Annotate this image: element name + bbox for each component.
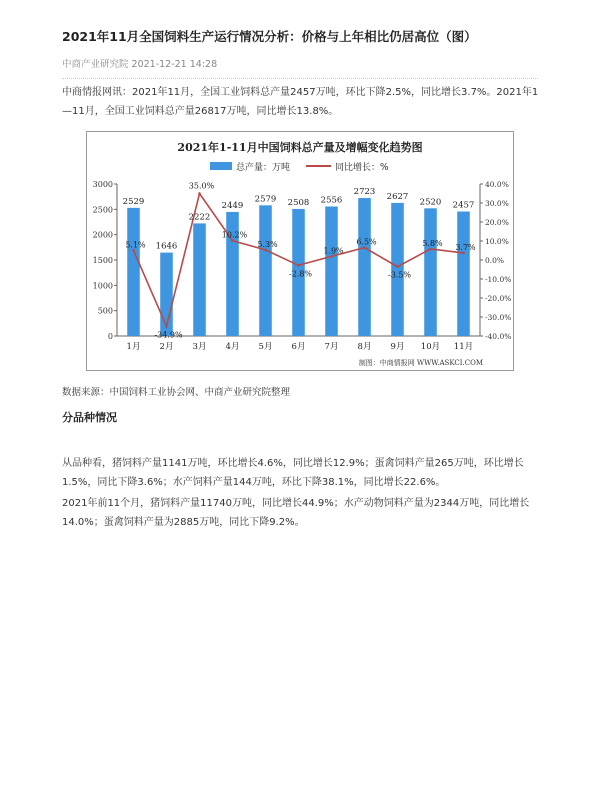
bar	[325, 206, 338, 336]
x-tick-label: 6月	[291, 342, 306, 352]
legend-label-line: 同比增长：%	[335, 163, 389, 173]
line-point	[363, 246, 366, 249]
line-value-label: 3.7%	[455, 242, 476, 252]
line-point	[330, 255, 333, 258]
article-title: 2021年11月全国饲料生产运行情况分析：价格与上年相比仍居高位（图）	[62, 29, 477, 44]
bar-value-label: 1646	[155, 241, 178, 252]
line-point	[165, 325, 168, 328]
header-divider	[62, 78, 538, 79]
line-point	[198, 192, 201, 195]
x-tick-label: 9月	[390, 342, 405, 352]
line-value-label: 10.2%	[221, 230, 248, 240]
bar	[424, 208, 437, 336]
bar-value-label: 2222	[188, 212, 211, 223]
bar-value-label: 2449	[221, 200, 244, 211]
bar-value-label: 2529	[122, 196, 145, 207]
y-left-tick-label: 2500	[92, 205, 113, 215]
line-value-label: -2.8%	[288, 269, 313, 279]
production-chart	[87, 132, 513, 370]
line-value-label: 35.0%	[188, 181, 215, 191]
bar	[127, 208, 140, 336]
bar	[259, 205, 272, 336]
y-left-tick-label: 2000	[92, 230, 113, 240]
bar-value-label: 2723	[353, 187, 376, 198]
x-tick-label: 11月	[453, 342, 474, 352]
line-point	[429, 248, 432, 251]
bar-value-label: 2579	[254, 194, 277, 205]
line-point	[297, 264, 300, 267]
line-value-label: -34.9%	[154, 330, 183, 340]
bar-value-label: 2556	[320, 195, 343, 206]
line-value-label: 5.8%	[422, 238, 443, 248]
bar-value-label: 2627	[386, 191, 409, 202]
bar	[391, 203, 404, 336]
x-tick-label: 7月	[324, 342, 339, 352]
data-source-note: 数据来源：中国饲料工业协会网、中商产业研究院整理	[62, 387, 291, 398]
y-right-tick-label: 30.0%	[485, 199, 509, 208]
y-right-tick-label: 0.0%	[485, 256, 505, 265]
x-tick-label: 2月	[159, 342, 174, 352]
line-value-label: 5.1%	[125, 240, 146, 250]
article-source-date: 中商产业研究院 2021-12-21 14:28	[62, 59, 218, 70]
ytd-paragraph: 2021年前11个月，猪饲料产量11740万吨，同比增长44.9%；水产动物饲料产量为2344万吨，同比增长14.0%；蛋禽饲料产量为2885万吨，同比下降9.2%。	[62, 498, 530, 528]
x-tick-label: 5月	[258, 342, 273, 352]
y-right-tick-label: 10.0%	[485, 237, 509, 246]
x-tick-label: 4月	[225, 342, 240, 352]
y-left-tick-label: 500	[97, 306, 113, 316]
legend-label-bar: 总产量：万吨	[236, 163, 291, 173]
x-tick-label: 10月	[420, 342, 441, 352]
line-point	[396, 265, 399, 268]
bar-series	[127, 198, 470, 336]
bar	[193, 223, 206, 336]
chart-legend	[210, 161, 389, 173]
line-point	[132, 249, 135, 252]
legend-swatch-bar	[210, 162, 232, 170]
y-right-tick-label: -20.0%	[485, 294, 512, 303]
x-tick-label: 8月	[357, 342, 372, 352]
variety-paragraph: 从品种看，猪饲料产量1141万吨，环比增长4.6%，同比增长12.9%；蛋禽饲料产量265万吨，环比增长1.5%，同比下降3.6%；水产饲料产量144万吨，环比下降38.1%，同比增长22.6%。	[62, 458, 524, 488]
intro-paragraph: 中商情报网讯：2021年11月，全国工业饲料总产量2457万吨，环比下降2.5%，同比增长3.7%。2021年1—11月，全国工业饲料总产量26817万吨，同比增长13.8%。	[62, 87, 539, 117]
bar-value-label: 2520	[419, 197, 442, 208]
chart-credit: 制图：中商情报网 WWW.ASKCI.COM	[358, 359, 483, 367]
x-tick-label: 3月	[192, 342, 207, 352]
y-right-tick-label: 20.0%	[485, 218, 509, 227]
bar	[358, 198, 371, 336]
line-value-label: 6.5%	[356, 237, 377, 247]
chart-figure	[86, 131, 514, 371]
bar	[457, 212, 470, 336]
line-point	[264, 249, 267, 252]
y-left-tick-label: 1500	[92, 256, 113, 265]
bar-value-label: 2508	[287, 197, 310, 208]
section-heading: 分品种情况	[62, 411, 117, 424]
y-right-tick-label: -10.0%	[485, 275, 512, 284]
y-left-tick-label: 3000	[92, 180, 113, 189]
y-right-tick-label: 40.0%	[485, 180, 509, 189]
line-point	[231, 239, 234, 242]
y-right-tick-label: -40.0%	[485, 332, 512, 341]
line-value-label: 5.3%	[257, 239, 278, 249]
line-value-label: -3.5%	[387, 270, 412, 280]
bar-value-label: 2457	[452, 200, 475, 211]
chart-title: 2021年1-11月中国饲料总产量及增幅变化趋势图	[177, 141, 423, 154]
y-right-tick-label: -30.0%	[485, 313, 512, 322]
x-tick-label: 1月	[126, 342, 141, 352]
line-point	[462, 252, 465, 255]
line-value-label: 1.9%	[323, 246, 344, 256]
y-left-tick-label: 1000	[92, 281, 113, 291]
y-left-tick-label: 0	[107, 332, 113, 341]
